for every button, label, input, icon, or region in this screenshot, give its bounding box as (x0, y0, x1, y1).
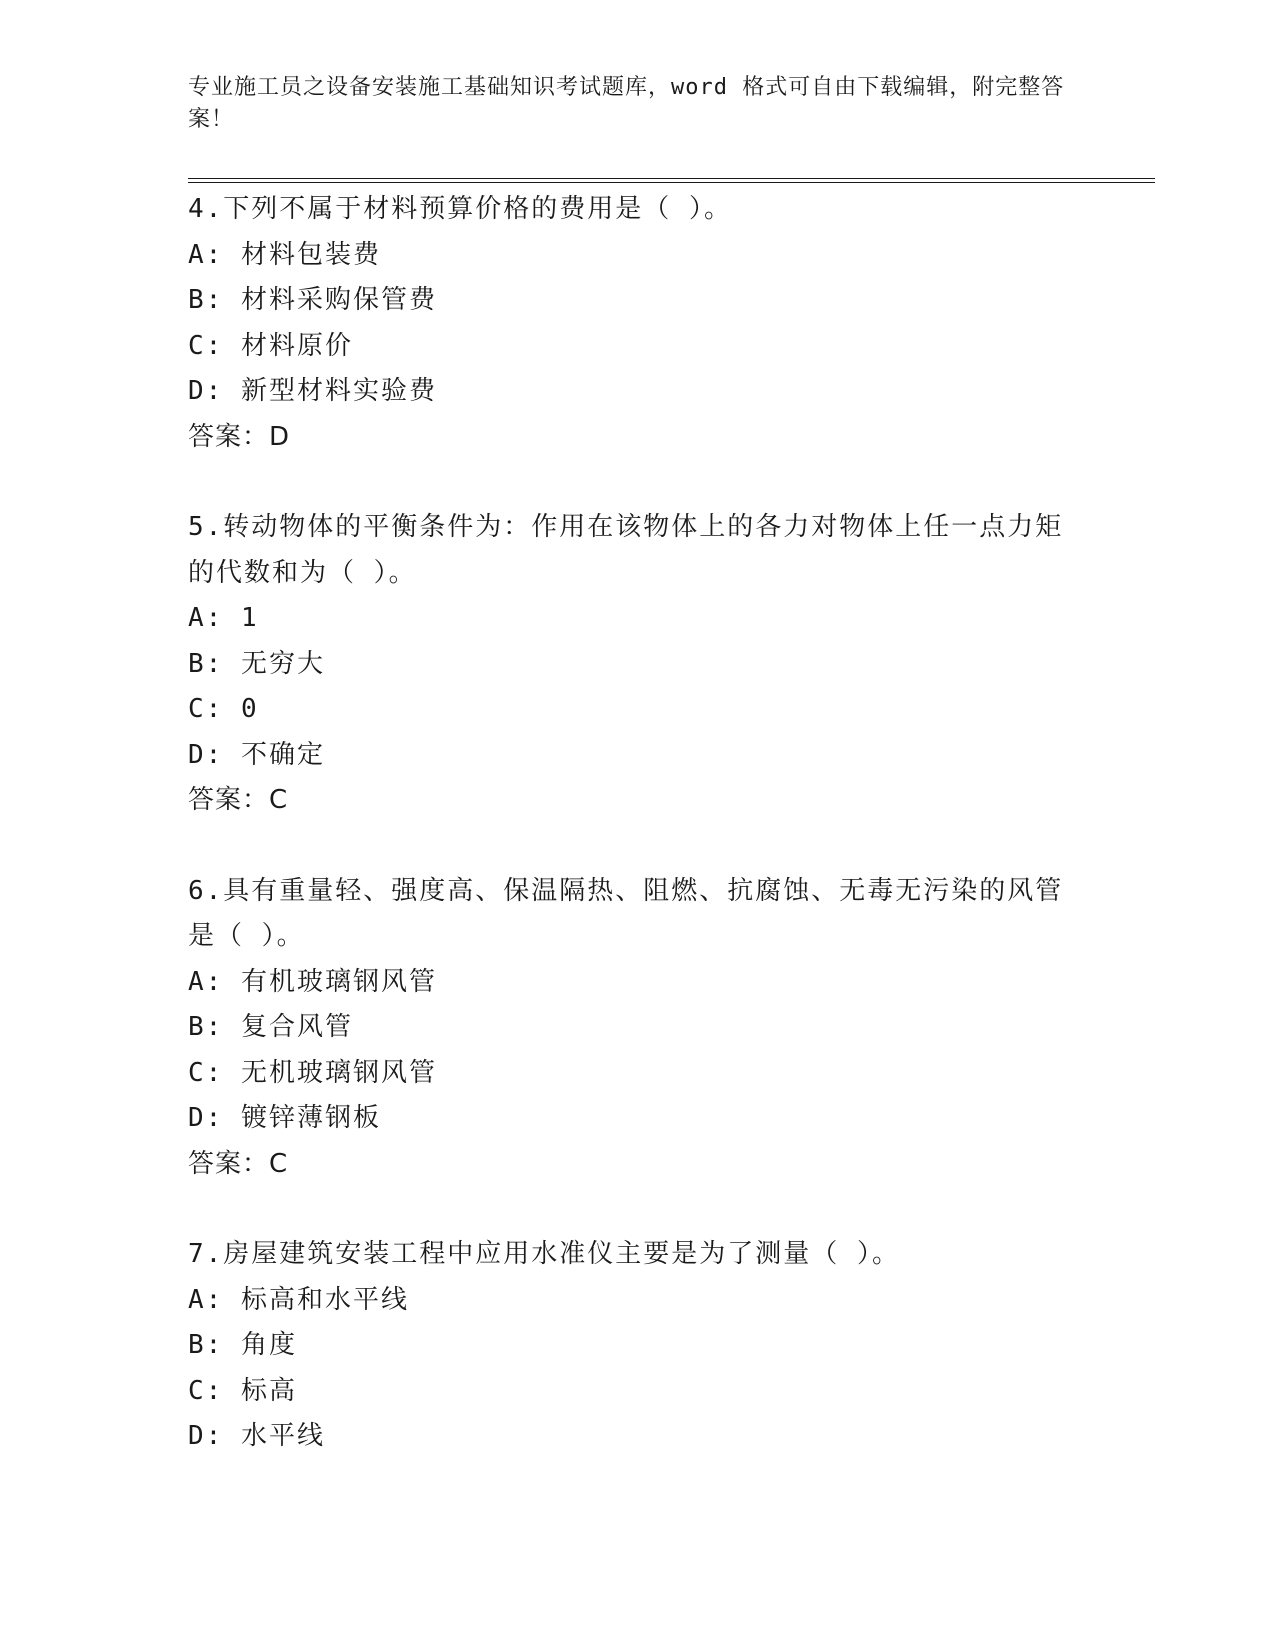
option-b: B: 角度 (188, 1330, 297, 1360)
question-stem: 5.转动物体的平衡条件为：作用在该物体上的各力对物体上任一点力矩的代数和为（ ）。 (188, 512, 1064, 588)
option-c: C: 材料原价 (188, 330, 353, 361)
option-c: C: 0 (188, 694, 259, 724)
header-divider-bottom (188, 182, 1155, 183)
option-b: B: 无穷大 (188, 648, 325, 679)
option-c: C: 无机玻璃钢风管 (188, 1057, 437, 1088)
option-a: A: 材料包装费 (188, 239, 381, 270)
option-c: C: 标高 (188, 1375, 297, 1406)
option-d: D: 镀锌薄钢板 (188, 1103, 381, 1133)
option-d: D: 新型材料实验费 (188, 376, 437, 406)
option-a: A: 标高和水平线 (188, 1284, 409, 1315)
question-list (188, 187, 1068, 1505)
document-header (188, 72, 1068, 136)
question-7 (188, 1232, 1068, 1460)
question-stem: 4.下列不属于材料预算价格的费用是（ ）。 (188, 194, 732, 224)
option-a: A: 有机玻璃钢风管 (188, 966, 437, 997)
answer: 答案：C (188, 1148, 289, 1179)
option-d: D: 不确定 (188, 739, 325, 770)
header-divider-top (188, 178, 1155, 179)
question-5 (188, 505, 1068, 824)
answer: 答案：D (188, 421, 291, 452)
question-stem: 7.房屋建筑安装工程中应用水准仪主要是为了测量（ ）。 (188, 1239, 900, 1269)
question-6 (188, 869, 1068, 1188)
question-stem: 6.具有重量轻、强度高、保温隔热、阻燃、抗腐蚀、无毒无污染的风管是（ ）。 (188, 875, 1064, 951)
header-title: 专业施工员之设备安装施工基础知识考试题库，word 格式可自由下载编辑，附完整答案！ (188, 75, 1065, 132)
option-a: A: 1 (188, 603, 259, 633)
question-4 (188, 187, 1068, 460)
option-d: D: 水平线 (188, 1421, 325, 1451)
option-b: B: 复合风管 (188, 1012, 353, 1042)
answer: 答案：C (188, 785, 289, 815)
option-b: B: 材料采购保管费 (188, 285, 437, 315)
